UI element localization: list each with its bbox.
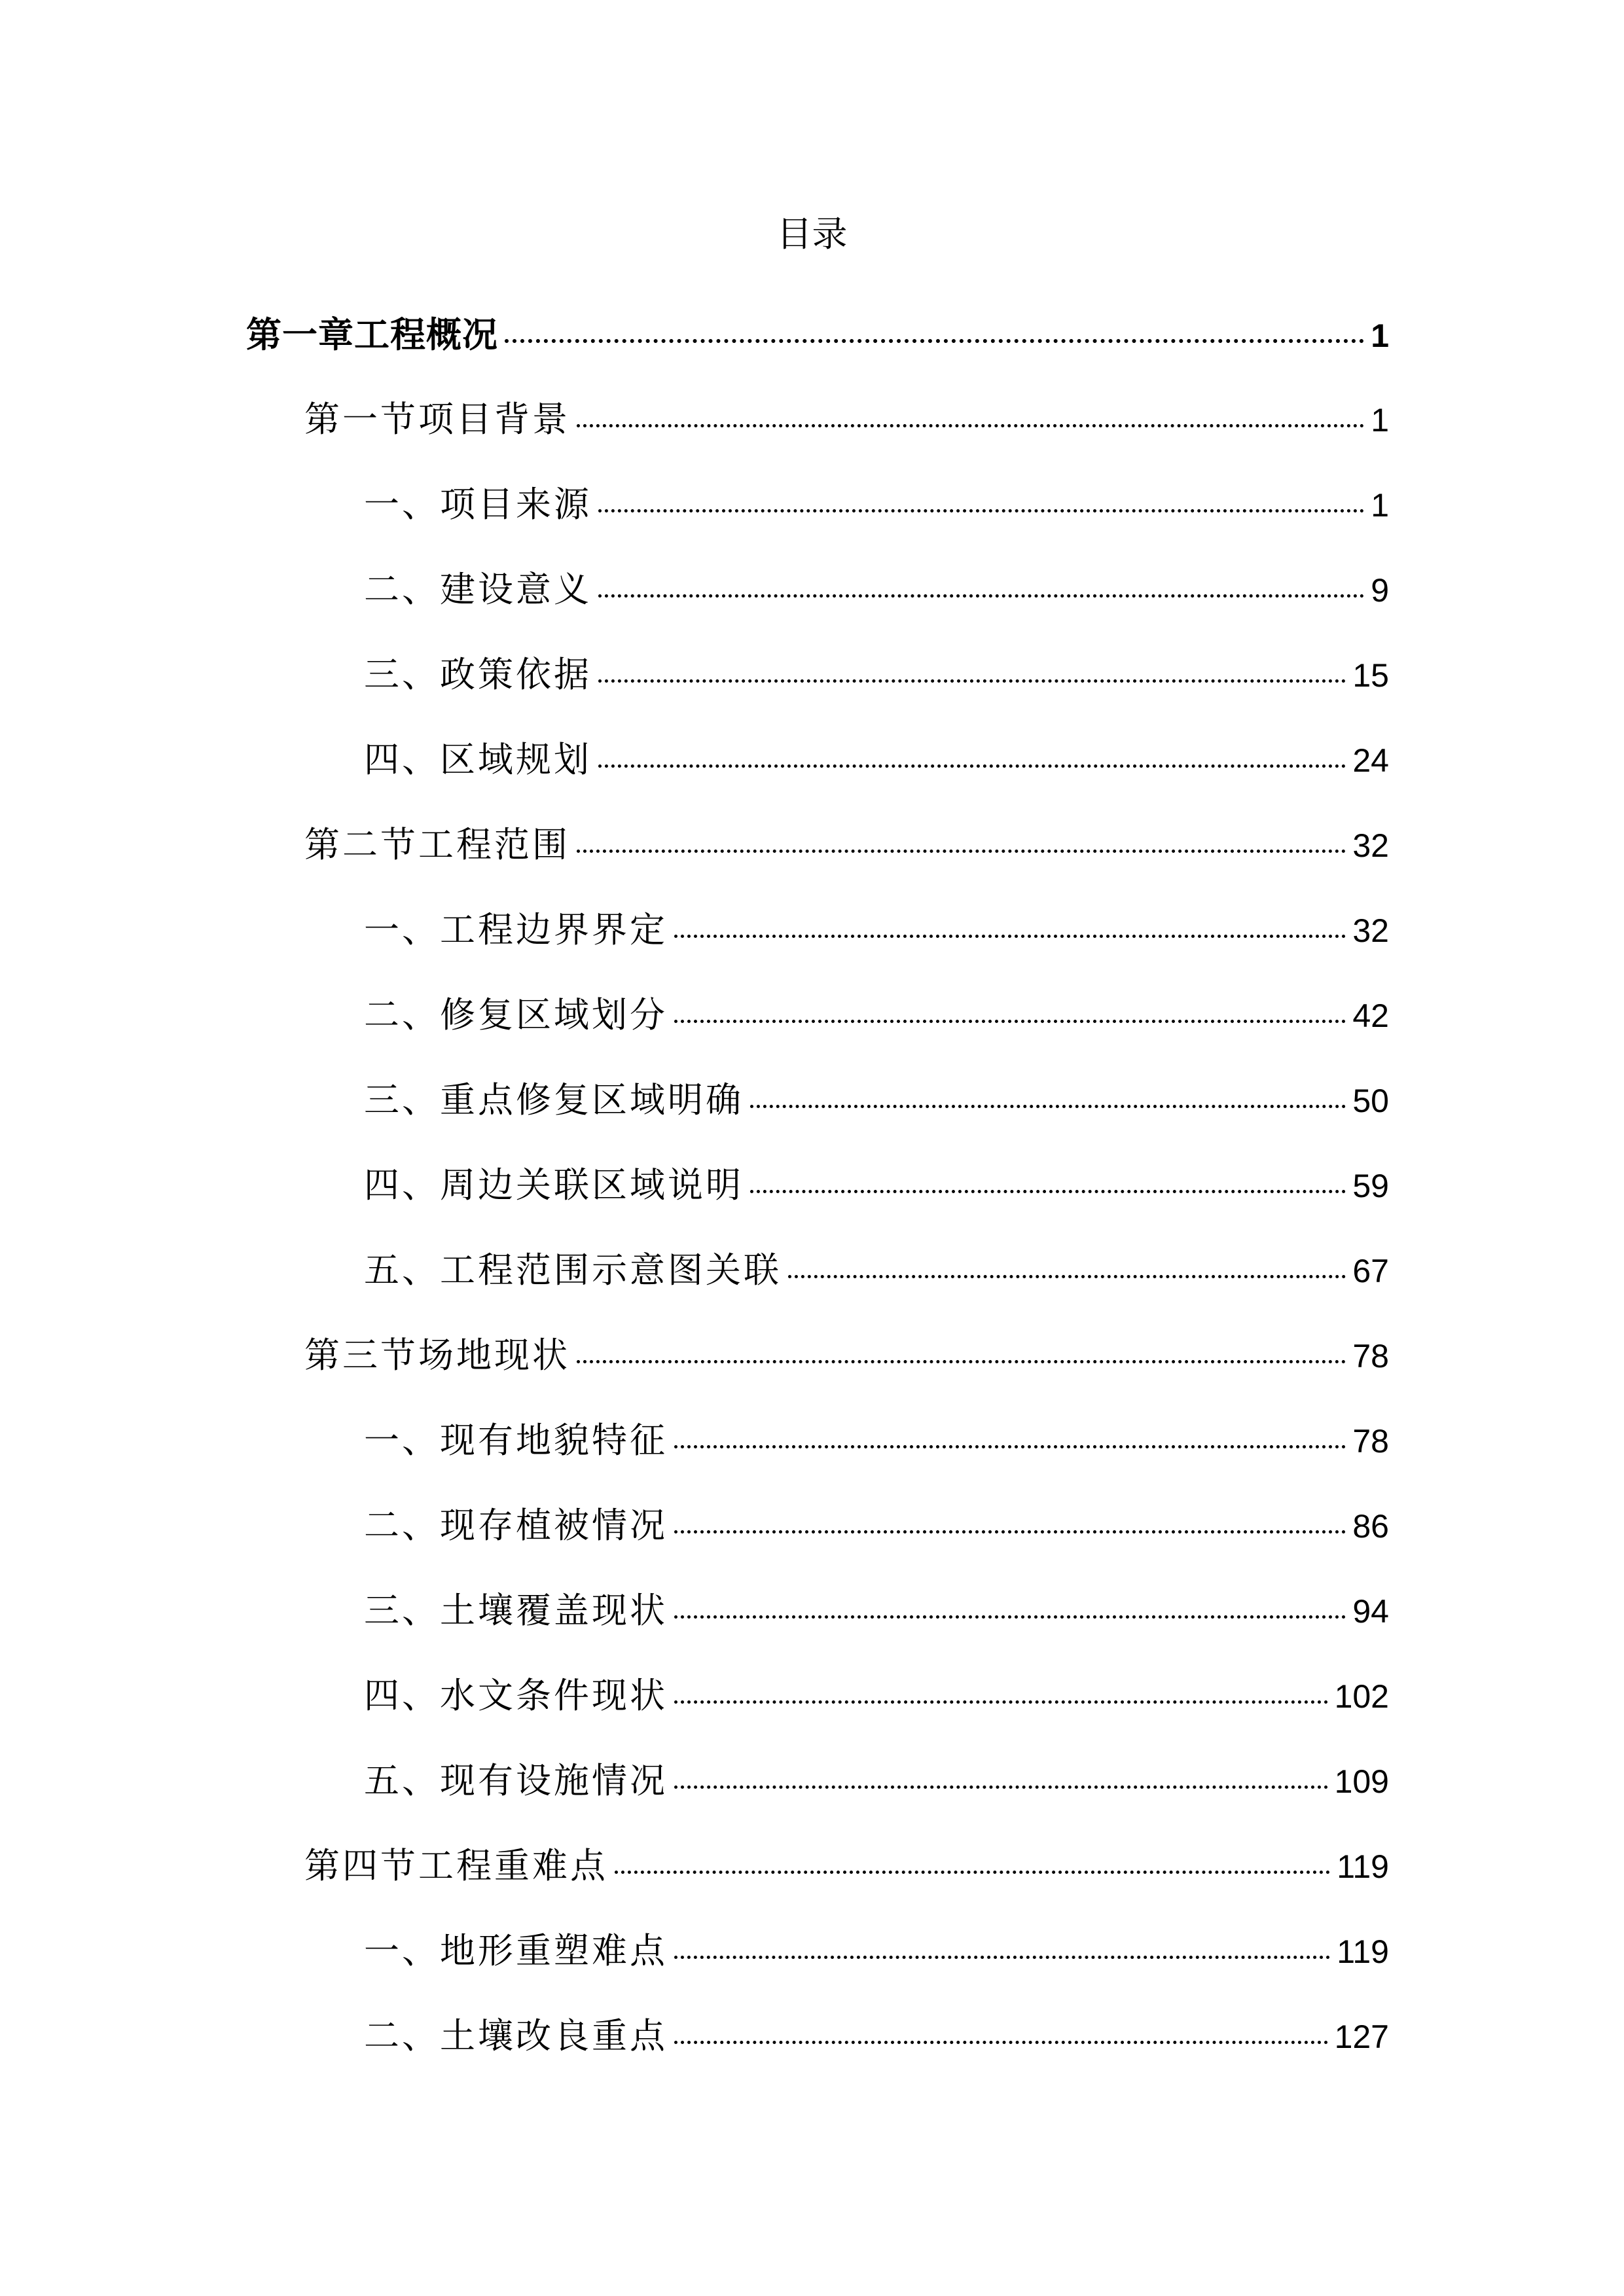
toc-page-number: 32: [1352, 912, 1389, 949]
toc-subsection-entry[interactable]: [364, 1659, 1389, 1744]
toc-dot-leader: [577, 424, 1364, 427]
toc-subsection-entry[interactable]: [364, 638, 1389, 723]
toc-entry-title: 三、政策依据: [364, 654, 592, 695]
toc-subsection-entry[interactable]: [364, 1574, 1389, 1659]
toc-dot-leader: [577, 1360, 1346, 1363]
toc-dot-leader: [750, 1190, 1346, 1193]
toc-page-number: 127: [1334, 2018, 1389, 2055]
toc-dot-leader: [674, 1700, 1328, 1704]
toc-dot-leader: [615, 1871, 1330, 1874]
toc-entry-title: 第二节工程范围: [304, 824, 570, 865]
toc-dot-leader: [674, 2041, 1328, 2044]
toc-entry-title: 四、水文条件现状: [364, 1675, 668, 1716]
toc-entry-title: 三、土壤覆盖现状: [364, 1590, 668, 1631]
toc-entry-title: 五、工程范围示意图关联: [364, 1249, 782, 1291]
toc-subsection-entry[interactable]: [364, 468, 1389, 553]
toc-subsection-entry[interactable]: [364, 1149, 1389, 1234]
toc-dot-leader: [674, 1785, 1328, 1789]
toc-page-number: 78: [1352, 1423, 1389, 1460]
toc-subsection-entry[interactable]: [364, 1064, 1389, 1149]
toc-page-number: 59: [1352, 1168, 1389, 1204]
toc-entry-title: 二、现存植被情况: [364, 1505, 668, 1546]
toc-page-number: 15: [1352, 657, 1389, 694]
toc-dot-leader: [750, 1105, 1346, 1108]
toc-dot-leader: [674, 1615, 1346, 1619]
toc-page-number: 1: [1371, 402, 1389, 439]
toc-dot-leader: [674, 1956, 1330, 1959]
toc-page-number: 102: [1334, 1678, 1389, 1715]
toc-dot-leader: [577, 850, 1346, 853]
toc-subsection-entry[interactable]: [364, 1914, 1389, 2000]
toc-subsection-entry[interactable]: [364, 893, 1389, 978]
toc-entry-title: 第一章工程概况: [246, 314, 498, 355]
toc-entry-title: 二、建设意义: [364, 569, 592, 610]
toc-page-number: 24: [1352, 742, 1389, 779]
toc-subsection-entry[interactable]: [364, 2000, 1389, 2085]
toc-dot-leader: [674, 935, 1346, 938]
toc-page-number: 119: [1337, 1848, 1389, 1885]
toc-entry-title: 第四节工程重难点: [304, 1845, 608, 1886]
toc-dot-leader: [598, 764, 1346, 768]
toc-page-number: 86: [1352, 1508, 1389, 1545]
toc-entry-title: 一、地形重塑难点: [364, 1930, 668, 1971]
toc-page-number: 50: [1352, 1083, 1389, 1119]
toc-entry-title: 四、区域规划: [364, 739, 592, 780]
toc-page-number: 67: [1352, 1253, 1389, 1289]
toc-page-number: 9: [1371, 572, 1389, 609]
toc-subsection-entry[interactable]: [364, 978, 1389, 1064]
toc-page-number: 109: [1334, 1763, 1389, 1800]
toc-dot-leader: [598, 509, 1364, 512]
toc-entry-title: 二、修复区域划分: [364, 994, 668, 1035]
toc-dot-leader: [598, 594, 1364, 598]
toc-section-entry[interactable]: [304, 1319, 1389, 1404]
toc-dot-leader: [505, 339, 1364, 343]
toc-entry-title: 一、工程边界界定: [364, 909, 668, 950]
toc-entry-title: 第一节项目背景: [304, 399, 570, 440]
toc-entry-title: 一、项目来源: [364, 484, 592, 525]
toc-dot-leader: [788, 1275, 1346, 1278]
table-of-contents: [0, 298, 1624, 2085]
toc-dot-leader: [674, 1530, 1346, 1534]
toc-chapter-entry[interactable]: [246, 298, 1389, 383]
toc-entry-title: 第三节场地现状: [304, 1335, 570, 1376]
toc-subsection-entry[interactable]: [364, 1489, 1389, 1574]
toc-entry-title: 三、重点修复区域明确: [364, 1079, 744, 1121]
toc-entry-title: 一、现有地貌特征: [364, 1420, 668, 1461]
toc-dot-leader: [674, 1020, 1346, 1023]
toc-subsection-entry[interactable]: [364, 1234, 1389, 1319]
toc-subsection-entry[interactable]: [364, 723, 1389, 808]
toc-section-entry[interactable]: [304, 1829, 1389, 1914]
toc-section-entry[interactable]: [304, 808, 1389, 893]
toc-page-number: 42: [1352, 997, 1389, 1034]
toc-dot-leader: [598, 679, 1346, 683]
toc-page-number: 1: [1371, 317, 1389, 354]
toc-subsection-entry[interactable]: [364, 1404, 1389, 1489]
toc-page-number: 1: [1371, 487, 1389, 524]
toc-page-number: 32: [1352, 827, 1389, 864]
toc-dot-leader: [674, 1445, 1346, 1448]
toc-subsection-entry[interactable]: [364, 553, 1389, 638]
toc-page-number: 94: [1352, 1593, 1389, 1630]
toc-page-number: 78: [1352, 1338, 1389, 1374]
toc-entry-title: 四、周边关联区域说明: [364, 1164, 744, 1206]
toc-subsection-entry[interactable]: [364, 1744, 1389, 1829]
toc-entry-title: 二、土壤改良重点: [364, 2015, 668, 2056]
toc-page-number: 119: [1337, 1933, 1389, 1970]
toc-title: 目录: [776, 213, 848, 255]
toc-entry-title: 五、现有设施情况: [364, 1760, 668, 1801]
toc-section-entry[interactable]: [304, 383, 1389, 468]
